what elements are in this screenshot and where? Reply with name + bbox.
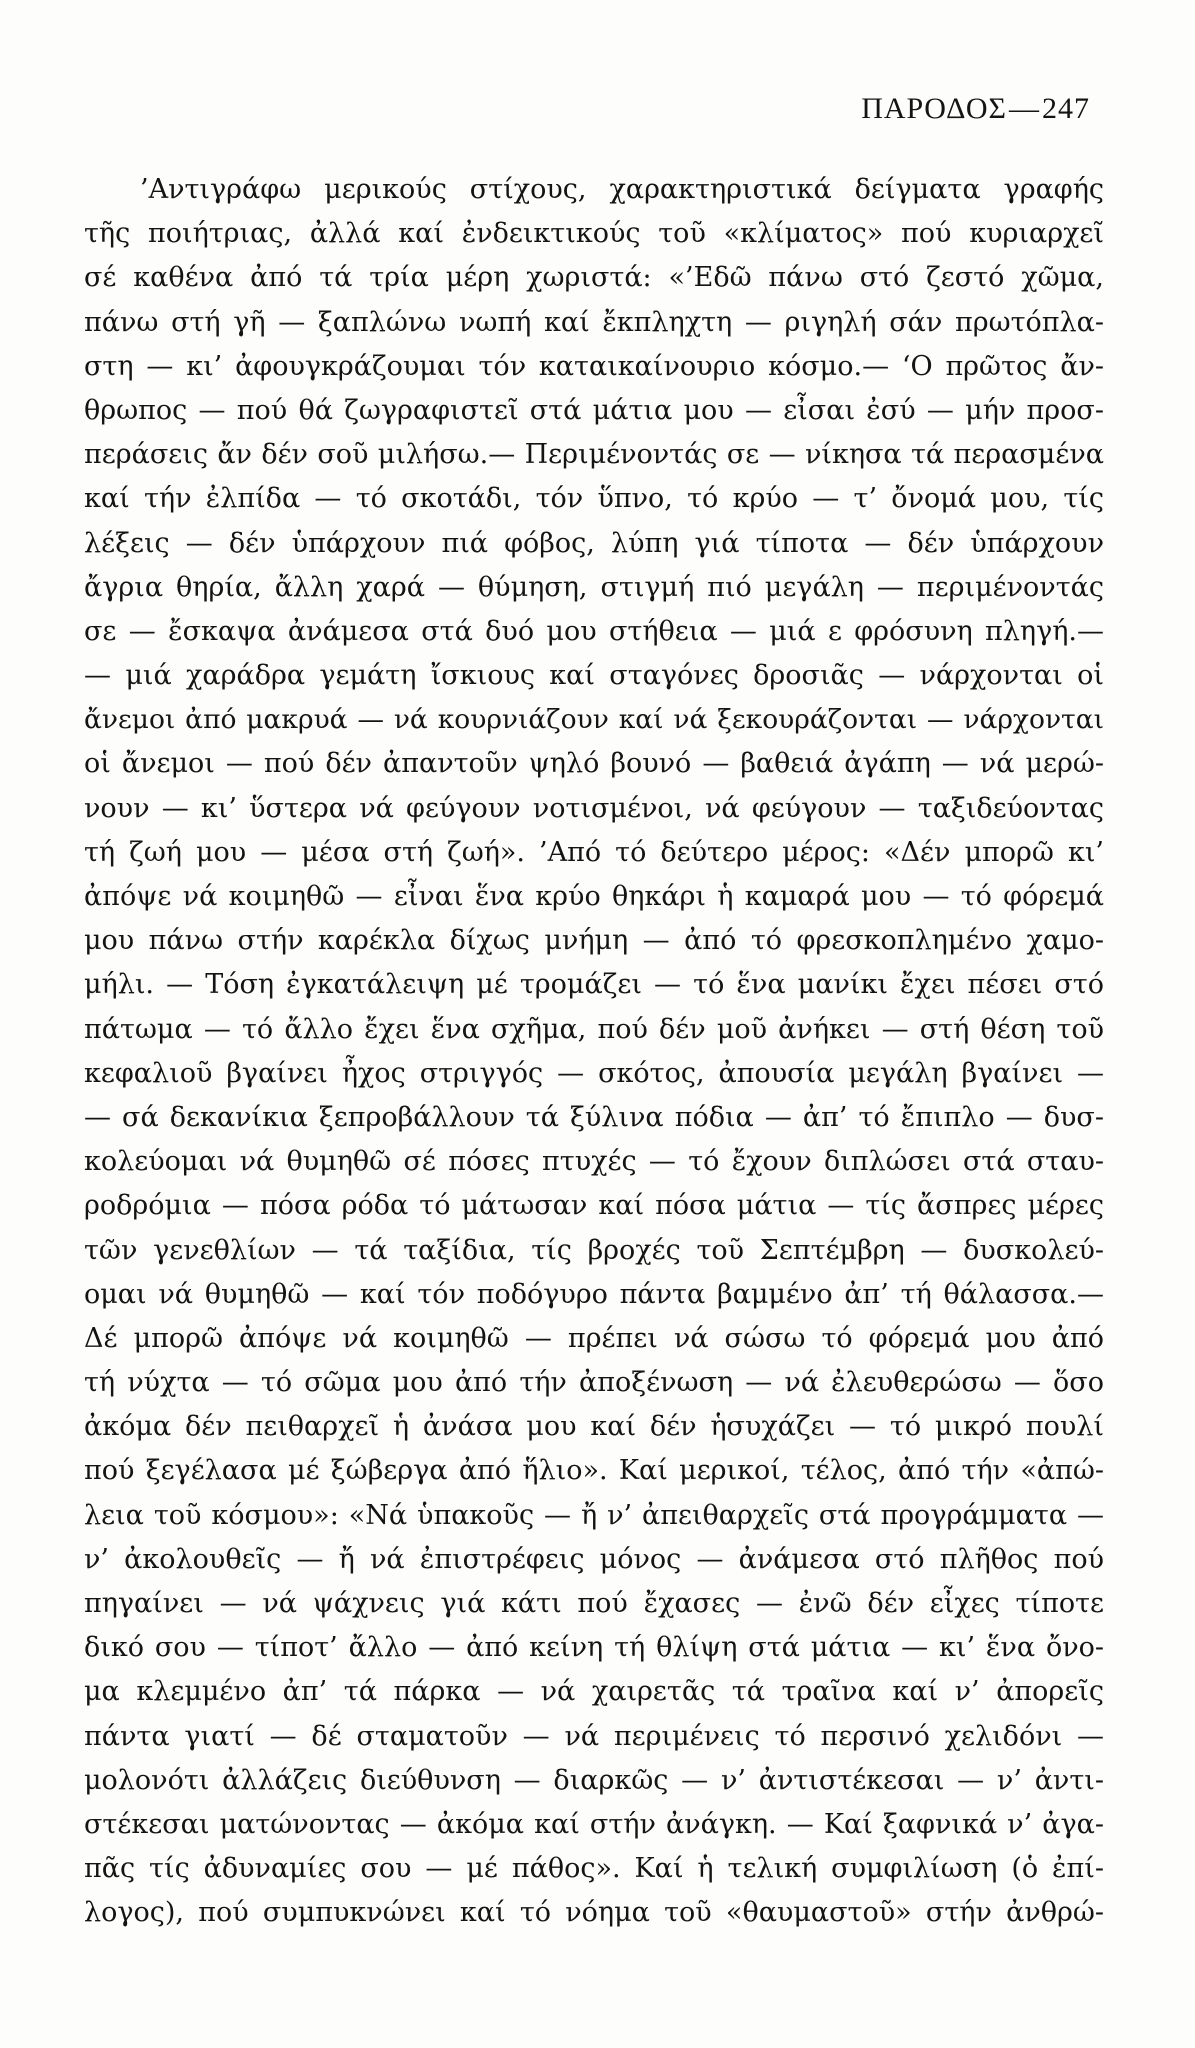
running-head: [861, 92, 1090, 126]
text-line: — μιά χαράδρα γεμάτη ἴσκιους καί σταγόνες δροσιᾶς — νάρχονται οἱ: [84, 660, 1104, 692]
running-head-separator: —: [1009, 92, 1040, 125]
running-head-title: ΠΑΡΟΔΟΣ: [861, 92, 1007, 125]
text-line: σε — ἔσκαψα ἀνάμεσα στά δυό μου στήθεια — μιά ε φρόσυνη πληγή.—: [84, 615, 1104, 647]
text-line: λέξεις — δέν ὑπάρχουν πιά φόβος, λύπη γιά τίποτα — δέν ὑπάρχουν: [84, 527, 1104, 559]
text-line: θρωπος — πού θά ζωγραφιστεῖ στά μάτια μου — εἶσαι ἐσύ — μήν προσ-: [84, 394, 1104, 426]
text-line: πάνω στή γῆ — ξαπλώνω νωπή καί ἔκπληχτη — ριγηλή σάν πρωτόπλα-: [84, 306, 1104, 338]
text-line: τή ζωή μου — μέσα στή ζωή». ’Από τό δεύτερο μέρος: «Δέν μπορῶ κι’: [84, 836, 1104, 868]
text-line: κολεύομαι νά θυμηθῶ σέ πόσες πτυχές — τό ἔχουν διπλώσει στά σταυ-: [84, 1146, 1104, 1178]
text-line: — σά δεκανίκια ξεπροβάλλουν τά ξύλινα πόδια — ἀπ’ τό ἔπιπλο — δυσ-: [84, 1101, 1104, 1133]
text-line: στη — κι’ ἀφουγκράζουμαι τόν καταικαίνουριο κόσμο.— ‘Ο πρῶτος ἄν-: [84, 350, 1104, 382]
page-number: 247: [1042, 92, 1090, 125]
text-line: πάντα γιατί — δέ σταματοῦν — νά περιμένεις τό περσινό χελιδόνι —: [84, 1720, 1104, 1752]
text-line: ομαι νά θυμηθῶ — καί τόν ποδόγυρο πάντα βαμμένο ἀπ’ τή θάλασσα.—: [84, 1278, 1104, 1310]
text-line: μου πάνω στήν καρέκλα δίχως μνήμη — ἀπό τό φρεσκοπλημένο χαμο-: [84, 925, 1104, 957]
text-line: μήλι. — Τόση ἐγκατάλειψη μέ τρομάζει — τό ἕνα μανίκι ἔχει πέσει στό: [84, 969, 1104, 1001]
text-line: κεφαλιοῦ βγαίνει ἦχος στριγγός — σκότος, ἀπουσία μεγάλη βγαίνει —: [84, 1057, 1104, 1089]
text-line: νουν — κι’ ὕστερα νά φεύγουν νοτισμένοι, νά φεύγουν — ταξιδεύοντας: [84, 792, 1104, 824]
text-line: ἄγρια θηρία, ἄλλη χαρά — θύμηση, στιγμή πιό μεγάλη — περιμένοντάς: [84, 571, 1104, 603]
text-line: πάτωμα — τό ἄλλο ἔχει ἕνα σχῆμα, πού δέν μοῦ ἀνήκει — στή θέση τοῦ: [84, 1013, 1104, 1045]
text-line: ροδρόμια — πόσα ρόδα τό μάτωσαν καί πόσα μάτια — τίς ἄσπρες μέρες: [84, 1190, 1104, 1222]
text-line: στέκεσαι ματώνοντας — ἀκόμα καί στήν ἀνάγκη. — Καί ξαφνικά ν’ ἀγα-: [84, 1808, 1104, 1840]
text-line: λεια τοῦ κόσμου»: «Νά ὑπακοῦς — ἤ ν’ ἀπειθαρχεῖς στά προγράμματα —: [84, 1499, 1104, 1531]
text-line: μα κλεμμένο ἀπ’ τά πάρκα — νά χαιρετᾶς τά τραῖνα καί ν’ ἀπορεῖς: [84, 1676, 1104, 1708]
text-line: ’Αντιγράφω μερικούς στίχους, χαρακτηριστικά δείγματα γραφής: [140, 174, 1104, 205]
text-line: Δέ μπορῶ ἀπόψε νά κοιμηθῶ — πρέπει νά σώσω τό φόρεμά μου ἀπό: [84, 1322, 1104, 1354]
text-line: δικό σου — τίποτ’ ἄλλο — ἀπό κείνη τή θλίψη στά μάτια — κι’ ἕνα ὄνο-: [84, 1632, 1104, 1664]
text-line: πού ξεγέλασα μέ ξώβεργα ἀπό ἥλιο». Καί μερικοί, τέλος, ἀπό τήν «ἀπώ-: [84, 1455, 1104, 1487]
text-line: πᾶς τίς ἀδυναμίες σου — μέ πάθος». Καί ἡ τελική συμφιλίωση (ὁ ἐπί-: [84, 1853, 1104, 1885]
text-line: τῆς ποιήτριας, ἀλλά καί ἐνδεικτικούς τοῦ «κλίματος» πού κυριαρχεῖ: [84, 218, 1104, 250]
text-line: μολονότι ἀλλάζεις διεύθυνση — διαρκῶς — ν’ ἀντιστέκεσαι — ν’ ἀντι-: [84, 1764, 1104, 1796]
text-line: τῶν γενεθλίων — τά ταξίδια, τίς βροχές τοῦ Σεπτέμβρη — δυσκολεύ-: [84, 1234, 1104, 1266]
text-line: λογος), πού συμπυκνώνει καί τό νόημα τοῦ «θαυμαστοῦ» στήν ἀνθρώ-: [84, 1897, 1104, 1929]
text-line: περάσεις ἄν δέν σοῦ μιλήσω.— Περιμένοντάς σε — νίκησα τά περασμένα: [84, 439, 1104, 471]
text-line: οἱ ἄνεμοι — πού δέν ἀπαντοῦν ψηλό βουνό — βαθειά ἀγάπη — νά μερώ-: [84, 748, 1104, 780]
text-line: πηγαίνει — νά ψάχνεις γιά κάτι πού ἔχασες — ἐνῶ δέν εἶχες τίποτε: [84, 1588, 1104, 1619]
text-line: ν’ ἀκολουθεῖς — ἤ νά ἐπιστρέφεις μόνος — ἀνάμεσα στό πλῆθος πού: [84, 1543, 1104, 1575]
text-line: τή νύχτα — τό σῶμα μου ἀπό τήν ἀποξένωση — νά ἐλευθερώσω — ὅσο: [84, 1367, 1104, 1399]
text-line: ἄνεμοι ἀπό μακρυά — νά κουρνιάζουν καί νά ξεκουράζονται — νάρχονται: [84, 704, 1104, 736]
text-line: καί τήν ἐλπίδα — τό σκοτάδι, τόν ὕπνο, τό κρύο — τ’ ὄνομά μου, τίς: [84, 483, 1104, 515]
text-line: ἀκόμα δέν πειθαρχεῖ ἡ ἀνάσα μου καί δέν ἡσυχάζει — τό μικρό πουλί: [84, 1411, 1104, 1443]
body-text: [84, 168, 1104, 1936]
text-line: ἀπόψε νά κοιμηθῶ — εἶναι ἕνα κρύο θηκάρι ἡ καμαρά μου — τό φόρεμά: [84, 881, 1104, 912]
text-line: σέ καθένα ἀπό τά τρία μέρη χωριστά: «’Εδῶ πάνω στό ζεστό χῶμα,: [84, 262, 1104, 294]
